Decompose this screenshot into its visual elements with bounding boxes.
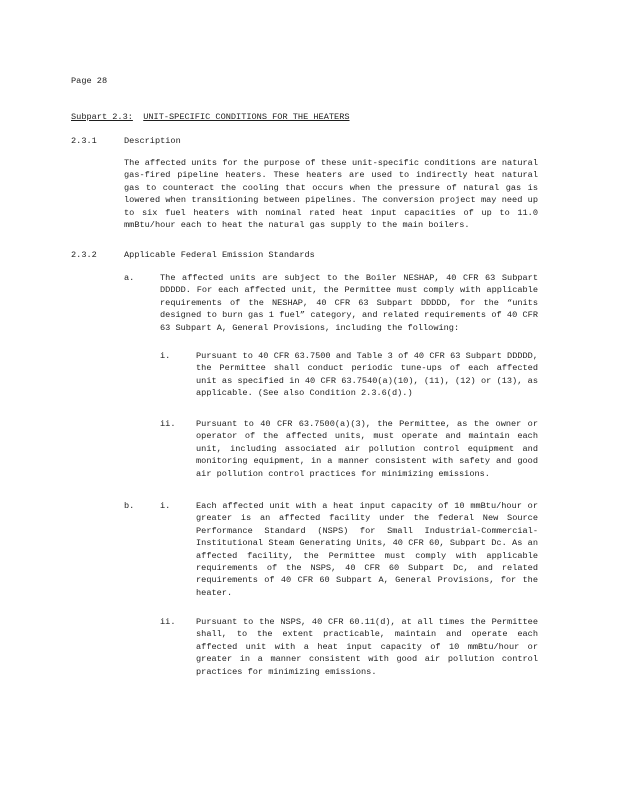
subitem-label: i. [160,501,171,511]
subitem-text: Each affected unit with a heat input capacity of 10 mmBtu/hour or greater is an affected facility under the federal New Source Performance Standard (NSPS) for Small Industrial-Commercial-Institutional Steam Generating Units, 40 CFR 60, Subpart Dc. As an affected facility, the Permittee must comply with applicable requirements of the NSPS, 40 CFR 60 Subpart Dc, and related requirements of 40 CFR 60 Subpart A, General Provisions, for the heater. [196,501,538,598]
subpart-heading [71,111,350,123]
item-label: b. [124,501,135,511]
subpart-title: UNIT-SPECIFIC CONDITIONS FOR THE HEATERS [143,112,350,122]
subpart-label: Subpart 2.3: [71,112,133,122]
section-body: The affected units for the purpose of these unit-specific conditions are natural gas-fired pipeline heaters. These heaters are used to indirectly heat natural gas to counteract the cooling that occurs when the pressure of natural gas is lowered when transitioning between pipelines. The conversion project may need up to six fuel heaters with nominal rated heat input capacities of up to 11.0 mmBtu/hour each to heat the natural gas supply to the main boilers. [124,158,538,231]
section-heading: Applicable Federal Emission Standards [124,250,315,260]
section-heading: Description [124,136,181,146]
subitem-label: i. [160,351,171,361]
subitem-text: Pursuant to 40 CFR 63.7500 and Table 3 of 40 CFR 63 Subpart DDDDD, the Permittee shall conduct periodic tune-ups of each affected unit as specified in 40 CFR 63.7540(a)(10), (11), (12) or (13), as applicable. (See also Condition 2.3.6(d).) [196,351,538,399]
subitem-text: Pursuant to 40 CFR 63.7500(a)(3), the Permittee, as the owner or operator of the affected units, must operate and maintain each unit, including associated air pollution control equipment and monitoring equipment, in a manner consistent with safety and good air pollution control practices for minimizing emissions. [196,419,538,479]
item-text: The affected units are subject to the Boiler NESHAP, 40 CFR 63 Subpart DDDDD. For each affected unit, the Permittee must comply with applicable requirements of the NESHAP, 40 CFR 63 Subpart DDDDD, for the “units designed to burn gas 1 fuel” category, and related requirements of 40 CFR 63 Subpart A, General Provisions, including the following: [160,273,538,333]
section-number: 2.3.2 [71,250,97,260]
subitem-label: ii. [160,617,176,627]
subitem-label: ii. [160,419,176,429]
item-label: a. [124,273,135,283]
section-number: 2.3.1 [71,136,97,146]
page-number: Page 28 [71,76,108,86]
subitem-text: Pursuant to the NSPS, 40 CFR 60.11(d), at all times the Permittee shall, to the extent practicable, maintain and operate each affected unit with a heat input capacity of 10 mmBtu/hour or greater in a manner consistent with good air pollution control practices for minimizing emissions. [196,617,538,677]
